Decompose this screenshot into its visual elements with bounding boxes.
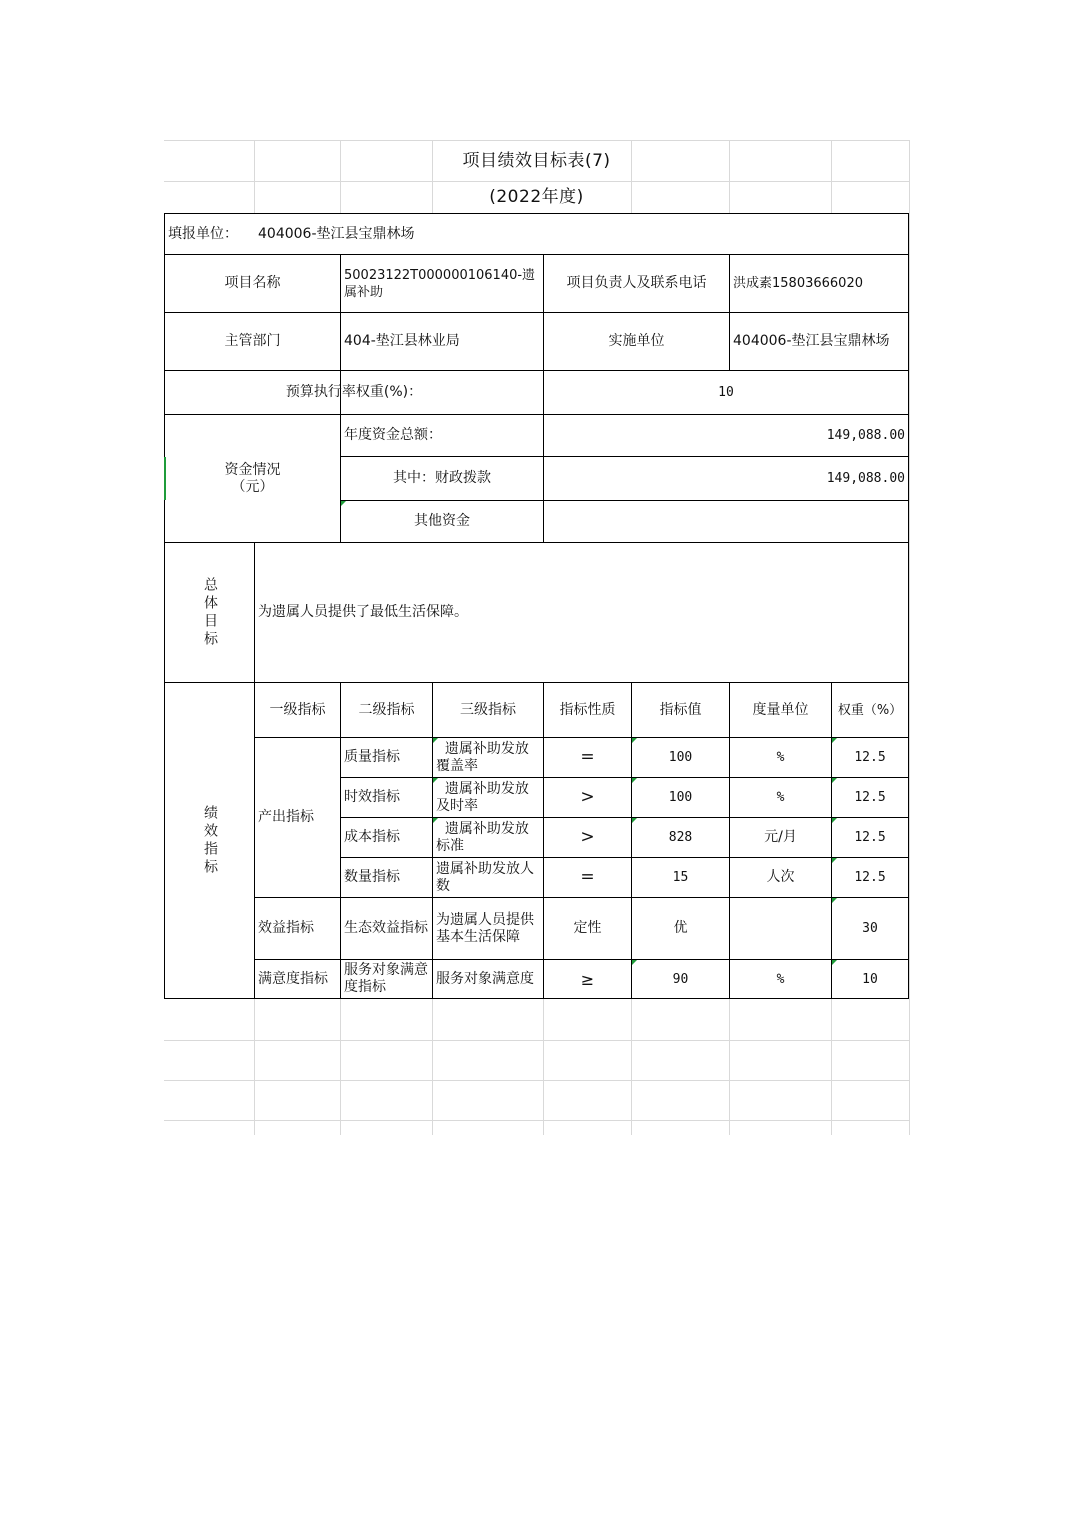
- funds-label: 资金情况 （元）: [224, 461, 281, 495]
- perf-label: 绩效指标: [202, 804, 218, 877]
- indicator-level2: 成本指标: [344, 829, 400, 845]
- manager-label: 项目负责人及联系电话: [566, 275, 707, 291]
- fill-unit-value: 404006-垫江县宝鼎林场: [258, 225, 415, 242]
- indicator-level2: 服务对象满意度指标: [344, 962, 428, 995]
- indicator-level3: 服务对象满意度: [436, 970, 534, 987]
- level1-output: 产出指标: [258, 809, 314, 825]
- indicator-nature: ≥: [580, 969, 595, 989]
- indicator-nature: >: [580, 787, 595, 807]
- budget-weight-value: 10: [718, 385, 734, 400]
- indicator-nature: 定性: [573, 920, 602, 936]
- budget-weight-label: 预算执行率权重(%)：: [285, 384, 423, 400]
- form-year: (2022年度): [489, 187, 584, 207]
- indicator-level3: 为遗属人员提供基本生活保障: [436, 911, 534, 945]
- gridline: [164, 1040, 910, 1041]
- header-level2: 二级指标: [358, 701, 415, 718]
- header-unit: 度量单位: [752, 701, 809, 718]
- indicator-value: 100: [668, 750, 693, 765]
- indicator-weight: 30: [862, 921, 878, 936]
- indicator-level3: 遗属补助发放人数: [436, 860, 534, 894]
- header-weight: 权重（%）: [837, 702, 903, 718]
- form-title: 项目绩效目标表(7): [462, 150, 611, 171]
- funds-other-label: 其他资金: [414, 513, 470, 529]
- indicator-unit: 元/月: [764, 829, 797, 845]
- indicator-weight: 12.5: [854, 830, 886, 845]
- indicator-value: 828: [668, 830, 693, 845]
- level1-satisfaction: 满意度指标: [258, 970, 328, 987]
- indicator-weight: 12.5: [854, 750, 886, 765]
- dept-label: 主管部门: [224, 333, 281, 349]
- gridline: [543, 999, 544, 1135]
- gridline: [164, 1120, 910, 1121]
- indicator-nature: =: [580, 867, 595, 887]
- header-nature: 指标性质: [559, 701, 616, 718]
- indicator-value: 90: [672, 971, 689, 987]
- gridline: [164, 1080, 910, 1081]
- indicator-unit: [730, 898, 831, 959]
- indicator-level3: 遗属补助发放覆盖率: [436, 740, 529, 774]
- header-level1: 一级指标: [269, 701, 326, 718]
- impl-label: 实施单位: [608, 333, 665, 349]
- impl-value: 404006-垫江县宝鼎林场: [733, 333, 890, 349]
- indicator-unit: %: [776, 790, 785, 805]
- gridline: [254, 999, 255, 1135]
- manager-value: 洪成素15803666020: [733, 276, 863, 291]
- gridline: [909, 140, 910, 1135]
- gridline: [432, 999, 433, 1135]
- indicator-unit: %: [776, 971, 785, 987]
- indicator-level2: 生态效益指标: [344, 920, 428, 936]
- funds-fiscal-value: 149,088.00: [826, 471, 905, 486]
- border: [908, 213, 909, 999]
- indicator-unit: %: [776, 750, 785, 765]
- gridline: [340, 999, 341, 1135]
- fill-unit-label: 填报单位：: [168, 225, 238, 242]
- indicator-value: 优: [673, 920, 688, 936]
- indicator-value: 15: [672, 870, 689, 885]
- indicator-level3: 遗属补助发放及时率: [436, 780, 529, 814]
- project-name-value: 50023122T000000106140-遗属补助: [344, 267, 536, 300]
- indicator-unit: 人次: [766, 869, 795, 885]
- indicator-level2: 数量指标: [344, 869, 400, 885]
- level1-benefit: 效益指标: [258, 920, 314, 936]
- header-level3: 三级指标: [460, 701, 516, 718]
- funds-total-label: 年度资金总额：: [344, 427, 442, 443]
- indicator-weight: 12.5: [854, 790, 886, 805]
- dept-value: 404-垫江县林业局: [344, 333, 460, 349]
- gridline: [631, 999, 632, 1135]
- gridline: [729, 999, 730, 1135]
- goal-value: 为遗属人员提供了最低生活保障。: [258, 604, 468, 620]
- border: [164, 998, 909, 999]
- indicator-level2: 时效指标: [344, 789, 400, 805]
- goal-label: 总体目标: [202, 576, 218, 649]
- funds-other-value: [544, 501, 908, 542]
- cell-selection-marker: [164, 457, 166, 500]
- indicator-weight: 12.5: [854, 870, 886, 885]
- indicator-weight: 10: [862, 971, 878, 987]
- header-value: 指标值: [659, 701, 702, 718]
- indicator-nature: >: [580, 827, 595, 847]
- indicator-nature: =: [580, 747, 595, 767]
- indicator-level3: 遗属补助发放标准: [436, 820, 529, 854]
- indicator-value: 100: [668, 790, 693, 805]
- project-name-label: 项目名称: [224, 275, 281, 291]
- funds-total-value: 149,088.00: [826, 428, 905, 443]
- funds-fiscal-label: 其中：财政拨款: [393, 470, 491, 486]
- indicator-level2: 质量指标: [344, 749, 400, 765]
- gridline: [831, 999, 832, 1135]
